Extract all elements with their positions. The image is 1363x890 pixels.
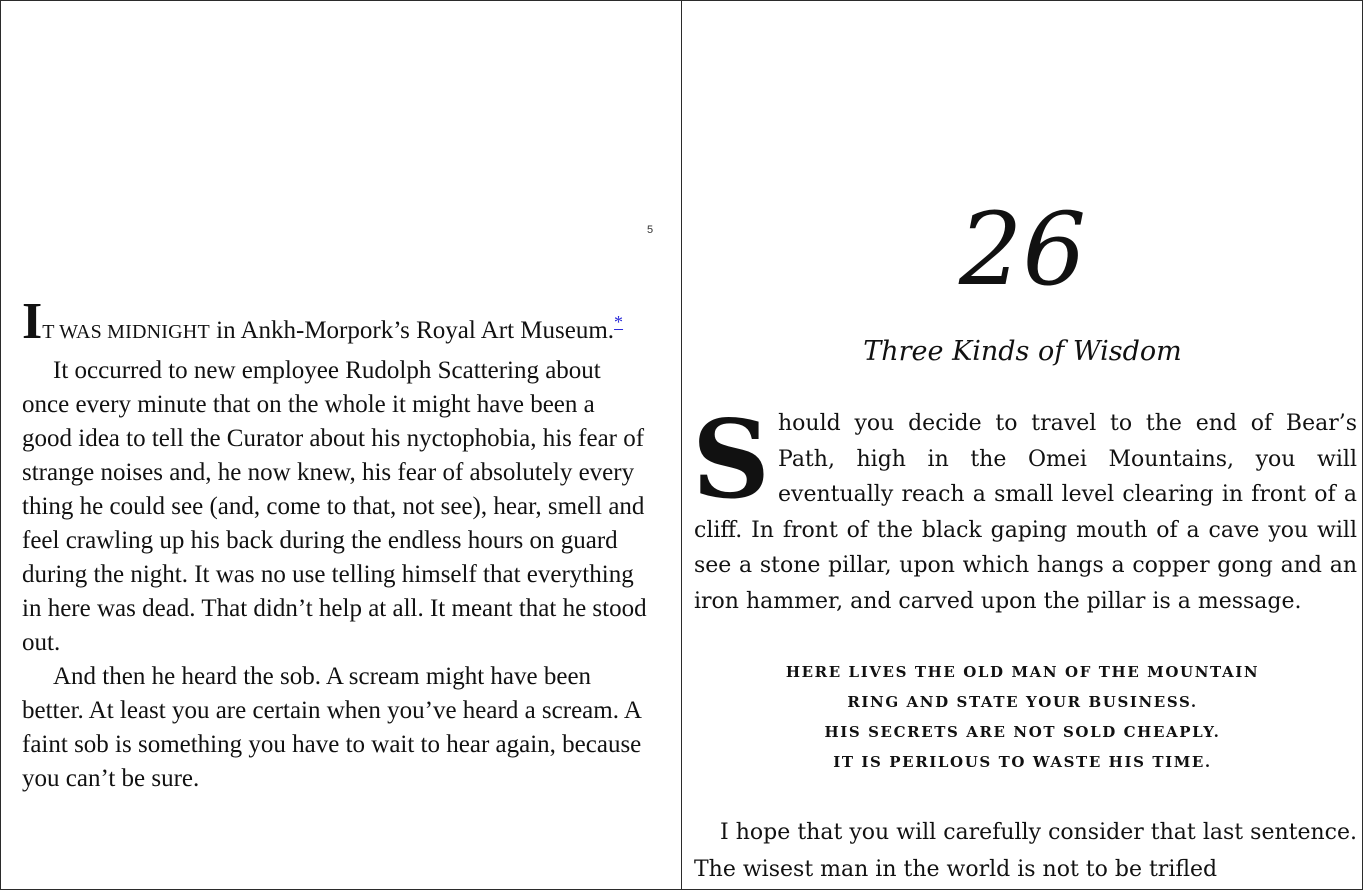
opening-smallcaps: T WAS MIDNIGHT bbox=[42, 321, 210, 343]
left-page-text bbox=[22, 293, 647, 796]
inscription-line: IT IS PERILOUS TO WASTE HIS TIME. bbox=[833, 753, 1212, 771]
paragraph-text: hould you decide to travel to the end of Bear’s Path, high in the Omei Mountains, you will eventually reach a small level clearing in front of a cliff. In front of the black gaping mouth of a cave you will see a stone pillar, upon which hangs a copper gong and an iron hammer, and carved upon the pillar is a message. bbox=[694, 411, 1357, 614]
paragraph: I hope that you will carefully consider that last sentence. The wisest man in the world is not to be trifled bbox=[694, 820, 1357, 882]
opening-line bbox=[22, 293, 647, 354]
right-page bbox=[682, 0, 1363, 890]
inscription-line: RING AND STATE YOUR BUSINESS. bbox=[847, 693, 1198, 711]
chapter-opening-text bbox=[692, 397, 1357, 619]
chapter-title: Three Kinds of Wisdom bbox=[863, 336, 1182, 367]
paragraph bbox=[692, 397, 1357, 619]
left-page bbox=[0, 0, 681, 890]
paragraph: It occurred to new employee Rudolph Scattering about once every minute that on the whole it might have been a good idea to tell the Curator about his nyctophobia, his fear of strange noises and, he now knew, his fear of absolutely every thing he could see (and, come to that, not see), hear, smell and feel crawling up his back during the endless hours on guard during the night. It was no use telling himself that everything in here was dead. That didn’t help at all. It meant that he stood out. bbox=[22, 357, 647, 656]
page-number: 5 bbox=[647, 224, 654, 236]
opening-rest: in Ankh-Morpork’s Royal Art Museum. bbox=[209, 317, 615, 344]
drop-cap: S bbox=[692, 397, 770, 523]
chapter-continuation-text bbox=[694, 814, 1357, 888]
pillar-inscription bbox=[682, 657, 1363, 777]
inscription-line: HIS SECRETS ARE NOT SOLD CHEAPLY. bbox=[824, 723, 1221, 741]
footnote-link[interactable]: * bbox=[614, 312, 624, 332]
drop-cap: I bbox=[22, 293, 43, 350]
chapter-number: 26 bbox=[958, 191, 1087, 308]
paragraph: And then he heard the sob. A scream might have been better. At least you are certain when you’ve heard a scream. A faint sob is something you have to wait to hear again, because you can’t be sure. bbox=[22, 663, 642, 792]
inscription-line: HERE LIVES THE OLD MAN OF THE MOUNTAIN bbox=[785, 663, 1260, 681]
